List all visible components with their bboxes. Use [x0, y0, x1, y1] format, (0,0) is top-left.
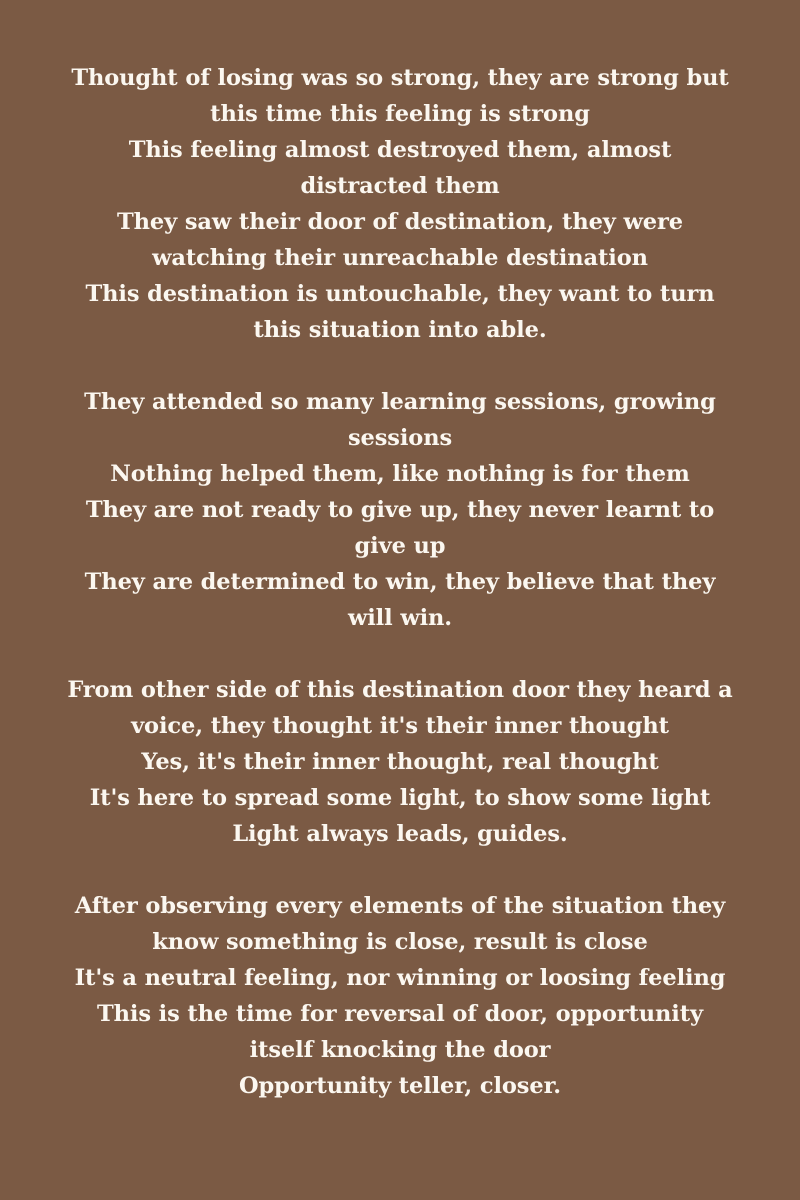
- poem-line: They attended so many learning sessions, growing sessions: [84, 389, 716, 451]
- poem-line: This is the time for reversal of door, opportunity itself knocking the door: [96, 1001, 704, 1063]
- poem-line: It's here to spread some light, to show some light: [89, 785, 711, 811]
- stanza-1: [62, 60, 738, 348]
- stanza-3: [62, 672, 738, 852]
- stanza-4: [62, 888, 738, 1104]
- poem-line: From other side of this destination door they heard a voice, they thought it's their inner thought: [67, 677, 733, 739]
- stanza-2: [62, 384, 738, 636]
- poem-line: Light always leads, guides.: [232, 821, 568, 847]
- poem-line: This feeling almost destroyed them, almost distracted them: [128, 137, 672, 199]
- poem-line: After observing every elements of the situation they know something is close, result is close: [74, 893, 726, 955]
- poem-line: Nothing helped them, like nothing is for them: [110, 461, 690, 487]
- poem-line: Thought of losing was so strong, they are strong but this time this feeling is strong: [71, 65, 729, 127]
- poem-line: They are determined to win, they believe that they will win.: [84, 569, 716, 631]
- poem-line: Opportunity teller, closer.: [238, 1073, 562, 1099]
- poem-line: They are not ready to give up, they never learnt to give up: [85, 497, 715, 559]
- poem-line: It's a neutral feeling, nor winning or loosing feeling: [74, 965, 726, 991]
- poem-line: They saw their door of destination, they were watching their unreachable destination: [117, 209, 683, 271]
- poem-line: Yes, it's their inner thought, real thought: [141, 749, 659, 775]
- poem-line: This destination is untouchable, they want to turn this situation into able.: [85, 281, 715, 343]
